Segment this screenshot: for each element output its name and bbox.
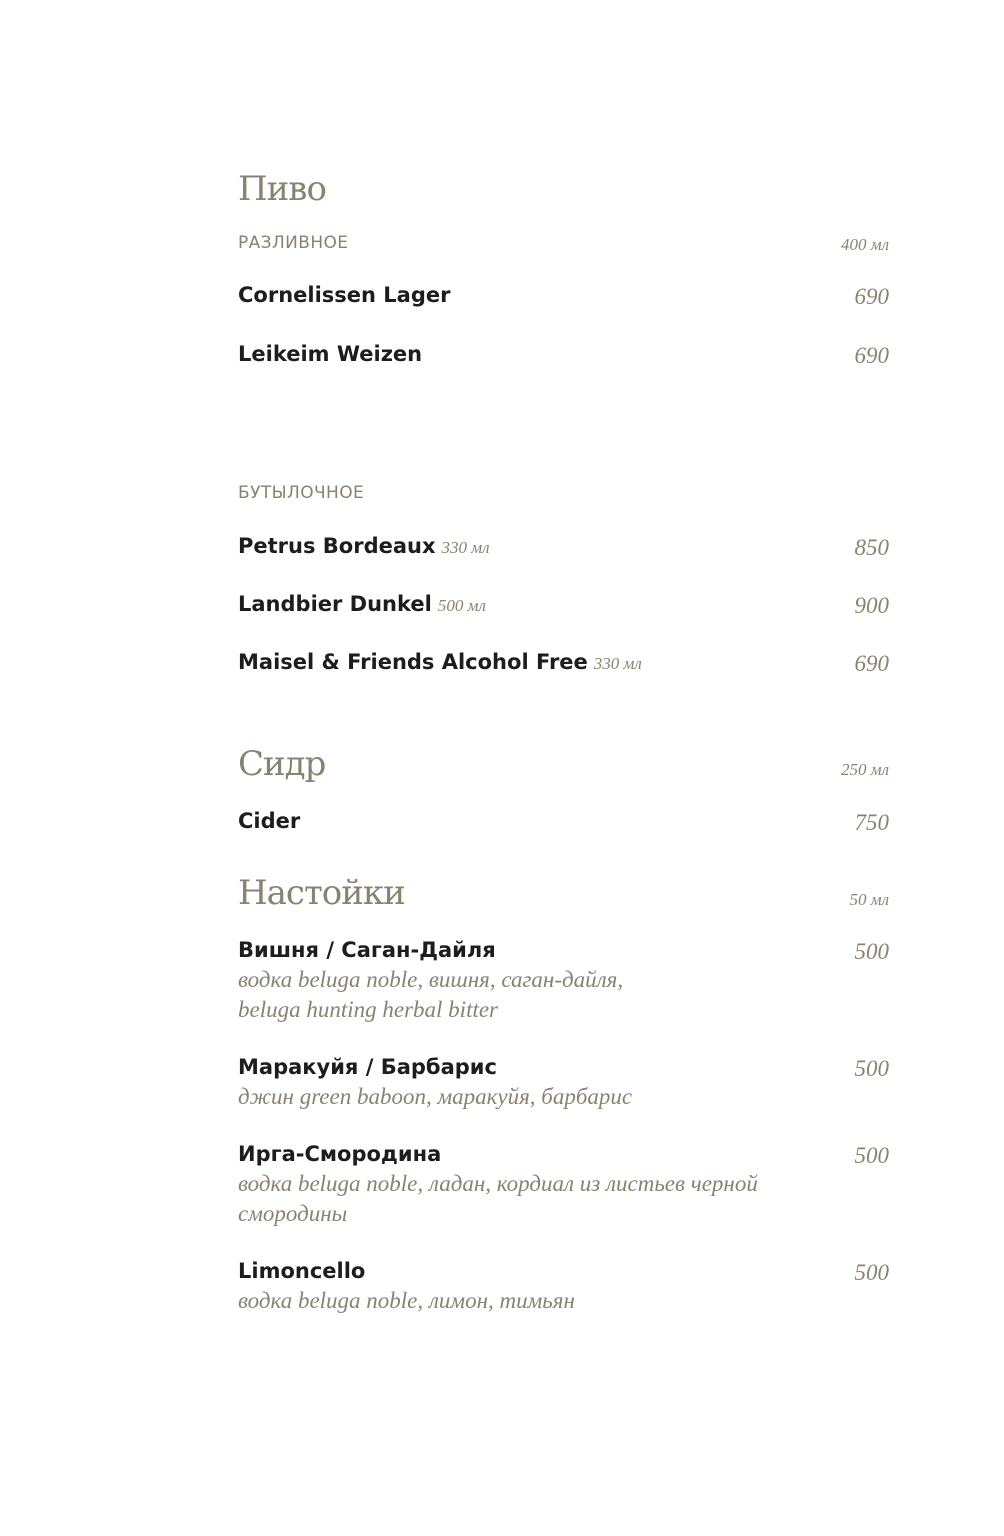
menu-item-name: Cornelissen Lager <box>238 283 451 307</box>
menu-item-title: Maisel & Friends Alcohol Free <box>238 650 588 674</box>
menu-item-price: 500 <box>854 1056 889 1081</box>
description-line: водка beluga noble, ладан, кордиал из листьев черной <box>238 1171 758 1196</box>
menu-item-name: Маракуйя / Барбарис <box>238 1055 497 1079</box>
menu-item-volume: 330 мл <box>593 654 642 673</box>
menu-item-price: 500 <box>854 1143 889 1168</box>
menu-item-title: Landbier Dunkel <box>238 592 432 616</box>
menu-item-volume: 330 мл <box>441 538 490 557</box>
tinctures-volume: 50 мл <box>849 890 889 909</box>
description-line: джин green baboon, маракуйя, барбарис <box>238 1084 633 1109</box>
menu-item-description <box>238 1169 828 1229</box>
description-line: beluga hunting herbal bitter <box>238 997 499 1022</box>
subsection-bottled-label: БУТЫЛОЧНОЕ <box>238 483 365 503</box>
menu-item-description <box>238 1286 828 1316</box>
menu-item-description <box>238 965 828 1025</box>
menu-item-description <box>238 1082 828 1112</box>
menu-item-name: Cider <box>238 809 301 833</box>
menu-item-name: Leikeim Weizen <box>238 342 423 366</box>
menu-item-price: 850 <box>854 535 889 560</box>
section-title-beer: Пиво <box>238 169 326 209</box>
description-line: смородины <box>238 1201 348 1226</box>
menu-item-title: Petrus Bordeaux <box>238 534 436 558</box>
menu-item-price: 500 <box>854 1260 889 1285</box>
description-line: водка beluga noble, вишня, саган-дайля, <box>238 967 624 992</box>
menu-item-name: Limoncello <box>238 1259 366 1283</box>
cider-volume: 250 мл <box>840 760 889 779</box>
menu-item-name <box>238 594 486 615</box>
menu-item-name: Вишня / Саган-Дайля <box>238 938 496 962</box>
menu-item-price: 690 <box>854 651 889 676</box>
description-line: водка beluga noble, лимон, тимьян <box>238 1288 575 1313</box>
menu-item-price: 690 <box>854 343 889 368</box>
draft-volume: 400 мл <box>840 235 889 254</box>
subsection-draft-label: РАЗЛИВНОЕ <box>238 233 349 253</box>
menu-item-price: 750 <box>854 810 889 835</box>
menu-item-price: 690 <box>854 284 889 309</box>
menu-item-price: 500 <box>854 939 889 964</box>
menu-item-price: 900 <box>854 593 889 618</box>
section-title-tinctures: Настойки <box>238 873 405 913</box>
menu-item-volume: 500 мл <box>437 596 486 615</box>
menu-item-name <box>238 652 642 673</box>
menu-item-name: Ирга-Смородина <box>238 1142 442 1166</box>
menu-item-name <box>238 536 490 557</box>
section-title-cider: Сидр <box>238 744 326 784</box>
